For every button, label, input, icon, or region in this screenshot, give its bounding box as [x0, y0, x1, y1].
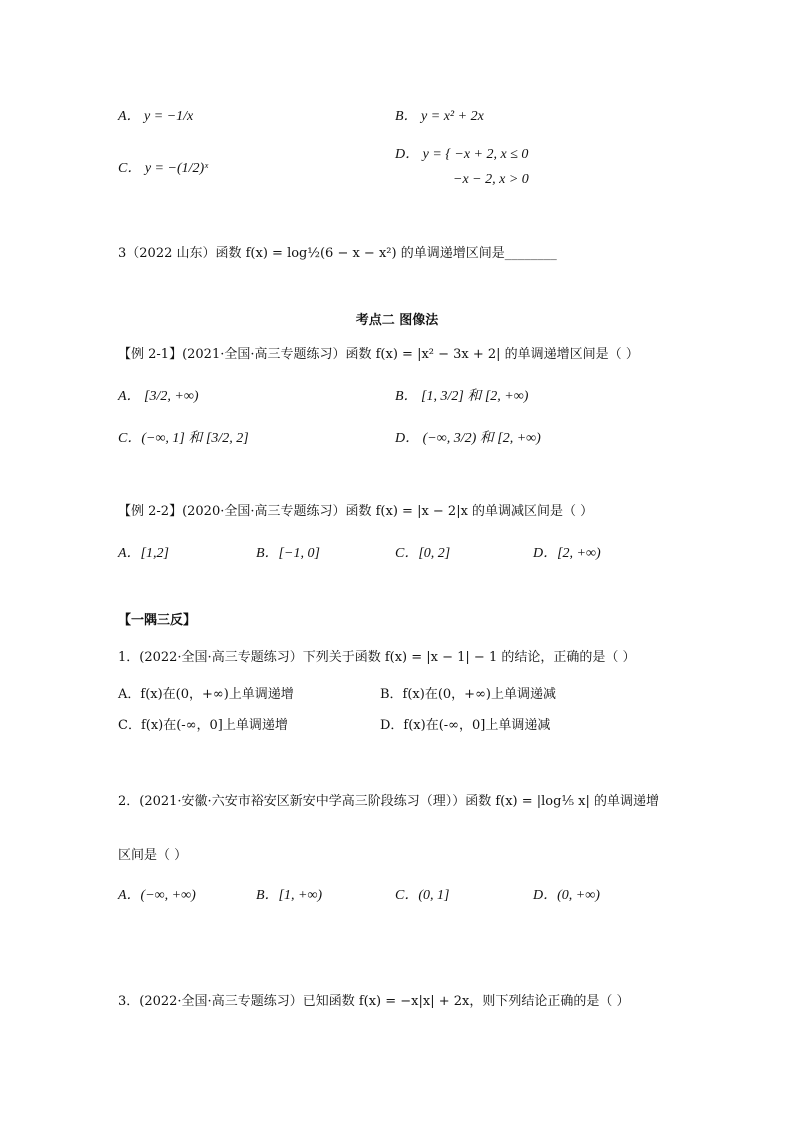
example-2-2-option-c: C．[0, 2]	[395, 546, 451, 561]
q2-option-a: A． y = −1/x	[118, 109, 194, 124]
practice-1-option-c: C．f(x)在(-∞，0]上单调递增	[118, 718, 288, 733]
example-2-1-option-b: B． [1, 3/2] 和 [2, +∞)	[395, 389, 529, 404]
practice-1-option-d: D．f(x)在(-∞，0]上单调递减	[380, 718, 551, 733]
practice-2-option-d: D．(0, +∞)	[533, 888, 600, 903]
q2-option-b: B． y = x² + 2x	[395, 109, 484, 124]
example-2-1-option-d: D． (−∞, 3/2) 和 [2, +∞)	[395, 431, 541, 446]
practice-1-option-b: B．f(x)在(0，+∞)上单调递减	[380, 687, 556, 702]
example-2-1-option-a: A． [3/2, +∞)	[118, 389, 199, 404]
example-2-1: 【例 2-1】(2021·全国·高三专题练习）函数 f(x) = |x² − 3x + 2| 的单调递增区间是（ ）	[118, 347, 639, 362]
practice-2-option-c: C．(0, 1]	[395, 888, 450, 903]
q2-option-d-line2: −x − 2, x > 0	[453, 172, 529, 187]
practice-2-continued: 区间是（ ）	[118, 848, 188, 863]
example-2-2-option-b: B．[−1, 0]	[256, 546, 320, 561]
practice-2-option-a: A．(−∞, +∞)	[118, 888, 196, 903]
practice-1-option-a: A．f(x)在(0，+∞)上单调递增	[118, 687, 294, 702]
q2-option-c: C． y = −(1/2)ˣ	[118, 161, 209, 176]
practice-1: 1．(2022·全国·高三专题练习）下列关于函数 f(x) = |x − 1| − 1 的结论，正确的是（ ）	[118, 650, 636, 665]
example-2-2-option-a: A．[1,2]	[118, 546, 169, 561]
example-2-2: 【例 2-2】(2020·全国·高三专题练习）函数 f(x) = |x − 2|x 的单调减区间是（ ）	[118, 504, 594, 519]
q2-option-d-line1: D． y = { −x + 2, x ≤ 0	[395, 147, 529, 162]
practice-3: 3．(2022·全国·高三专题练习）已知函数 f(x) = −x|x| + 2x，则下列结论正确的是（ ）	[118, 994, 630, 1009]
question-3: 3（2022 山东）函数 f(x) = log½(6 − x − x²) 的单调递增区间是________	[118, 246, 557, 261]
section-heading-yiyu-sanfan: 【一隅三反】	[118, 613, 197, 628]
practice-2-option-b: B．[1, +∞)	[256, 888, 323, 903]
section-title: 考点二 图像法	[355, 313, 439, 328]
example-2-2-option-d: D．[2, +∞)	[533, 546, 601, 561]
practice-2: 2．(2021·安徽·六安市裕安区新安中学高三阶段练习（理））函数 f(x) = |log⅕ x| 的单调递增	[118, 794, 660, 809]
example-2-1-option-c: C．(−∞, 1] 和 [3/2, 2]	[118, 431, 249, 446]
